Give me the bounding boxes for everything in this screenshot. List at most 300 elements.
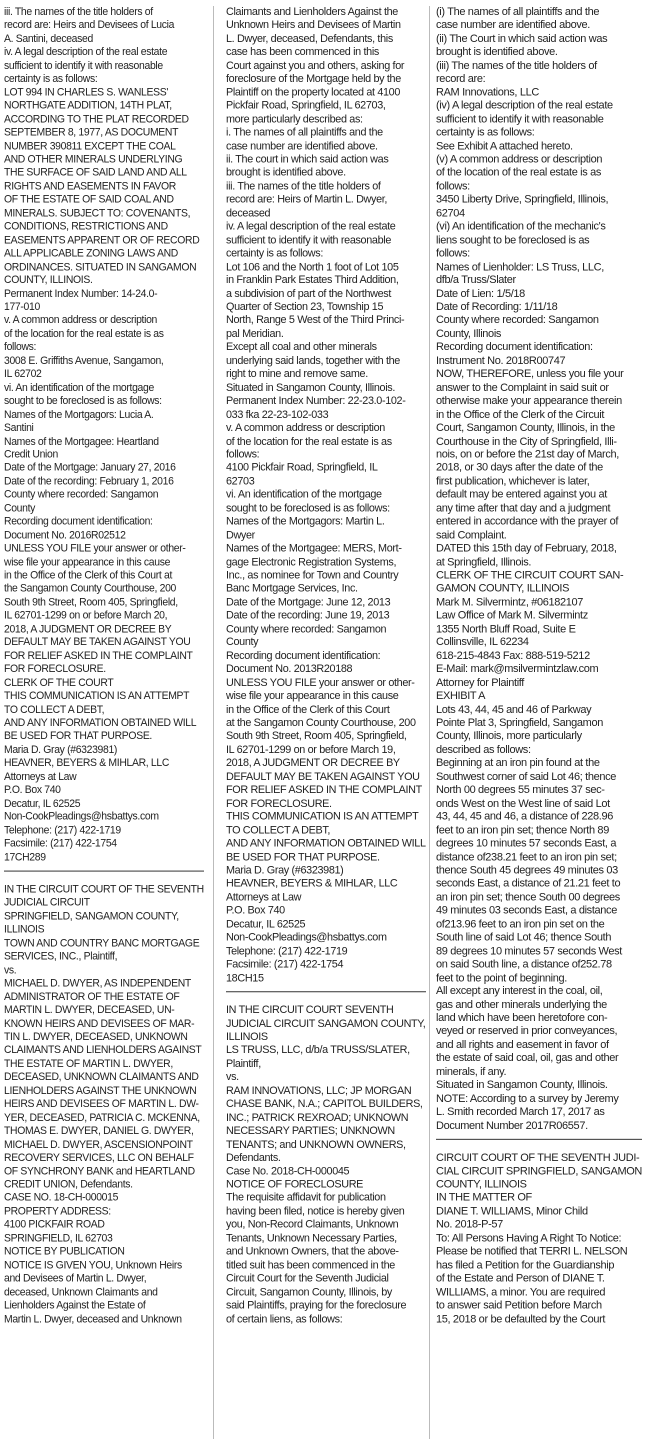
notice-line: County, Illinois <box>436 327 502 340</box>
notice-line: ALL APPLICABLE ZONING LAWS AND <box>4 247 178 260</box>
notice-line: vi. An identification of the mortgage <box>226 488 382 501</box>
notice-line: TIN L. DWYER, DECEASED, UNKNOWN <box>4 1031 188 1044</box>
notice-line: Names of the Mortgagors: Martin L. <box>226 515 385 528</box>
notice-line: the estate of said coal, oil, gas and other <box>436 1052 619 1065</box>
notice-line: JUDICIAL CIRCUIT SANGAMON COUNTY, <box>226 1017 426 1030</box>
notice-line: vi. An identification of the mortgage <box>4 381 154 394</box>
notice-line: an iron pin set; thence South 00 degrees <box>436 891 620 904</box>
notice-line: Maria D. Gray (#6323981) <box>226 864 344 877</box>
notice-line: answer to the Complaint in said suit or <box>436 381 609 394</box>
notice-line: Attorneys at Law <box>4 770 77 783</box>
notice-line: Attorneys at Law <box>226 891 302 904</box>
notice-line: has filed a Petition for the Guardianship <box>436 1259 615 1272</box>
notice-line: 18CH15 <box>226 971 264 984</box>
notice-line: GAMON COUNTY, ILLINOIS <box>436 582 570 595</box>
notice-line: brought is identified above. <box>226 166 346 179</box>
notice-line: 1355 North Bluff Road, Suite E <box>436 623 576 636</box>
notice-line: Names of the Mortgagee: MERS, Mort- <box>226 542 402 555</box>
notice-line: Date of Recording: 1/11/18 <box>436 301 558 314</box>
notice-line: follows: <box>436 180 470 193</box>
notice-line: first publication, whichever is later, <box>436 475 590 488</box>
notice-line: and all rights and easement in favor of <box>436 1039 609 1051</box>
notice-line: IN THE CIRCUIT COURT SEVENTH <box>226 1004 394 1017</box>
notice-line: wise file your appearance in this cause <box>4 556 171 569</box>
notice-line: NORTHGATE ADDITION, 14TH PLAT, <box>4 99 172 112</box>
notice-line: County, Illinois, more particularly <box>436 730 582 743</box>
notice-line: CASE NO. 18-CH-000015 <box>4 1192 119 1205</box>
notice-line: Case No. 2018-CH-000045 <box>226 1165 350 1178</box>
notice-line: Circuit, Sangamon County, Illinois, by <box>226 1286 392 1298</box>
notice-line: Decatur, IL 62525 <box>4 797 81 810</box>
notice-line: DEFAULT MAY BE TAKEN AGAINST YOU <box>226 770 420 783</box>
notice-line: of the location for the real estate is as <box>226 435 392 448</box>
notice-line: Non-CookPleadings@hsbattys.com <box>4 810 159 823</box>
notice-line: Law Office of Mark M. Silvermintz <box>436 609 588 622</box>
notice-line: feet to an iron pin set; thence North 89 <box>436 824 609 837</box>
notice-line: 89 degrees 10 minutes 57 seconds West <box>436 945 622 958</box>
notice-line: CLAIMANTS AND LIENHOLDERS AGAINST <box>4 1044 202 1057</box>
notice-line: Mark M. Silvermintz, #06182107 <box>436 596 584 609</box>
notice-line: deceased, Unknown Claimants and <box>4 1286 158 1298</box>
notice-line: of certain liens, as follows: <box>226 1312 343 1325</box>
notice-line: North, Range 5 West of the Third Princi- <box>226 314 405 327</box>
notice-line: iii. The names of the title holders of <box>4 6 153 18</box>
notice-line: ACCORDING TO THE PLAT RECORDED <box>4 113 189 126</box>
notice-line: sufficient to identify it with reasonable <box>226 234 391 247</box>
notice-line: TOWN AND COUNTRY BANC MORTGAGE <box>4 937 200 950</box>
notice-line: South line of said Lot 46; thence South <box>436 931 612 944</box>
notice-line: Document No. 2016R02512 <box>4 529 126 542</box>
notice-line: LIENHOLDERS AGAINST THE UNKNOWN <box>4 1084 197 1097</box>
notice-line: THOMAS E. DWYER, DANIEL G. DWYER, <box>4 1125 194 1137</box>
notice-line: Plaintiff, <box>226 1057 261 1070</box>
notice-line: RAM Innovations, LLC <box>436 86 539 99</box>
notice-line: DEFAULT MAY BE TAKEN AGAINST YOU <box>4 636 191 649</box>
notice-line: minerals, if any. <box>436 1065 507 1078</box>
notice-line: IL 62701-1299 on or before March 19, <box>226 743 396 756</box>
notice-line: Pickfair Road, Springfield, IL 62703, <box>226 99 386 112</box>
notice-line: on said South line, a distance of252.78 <box>436 958 612 971</box>
notice-line: Non-CookPleadings@hsbattys.com <box>226 931 387 944</box>
notice-line: Facsimile: (217) 422-1754 <box>4 837 117 850</box>
notice-line: EXHIBIT A <box>436 690 486 703</box>
notice-line: onds West on the West line of said Lot <box>436 797 610 810</box>
notice-line: IL 62702 <box>4 368 42 381</box>
notice-line: follows: <box>436 247 470 260</box>
notice-line: of213.96 feet to an iron pin set on the <box>436 918 605 931</box>
notice-line: 17CH289 <box>4 851 46 864</box>
notice-line: Attorney for Plaintiff <box>436 676 525 689</box>
notice-line: sufficient to identify it with reasonable <box>4 59 163 72</box>
notice-line: case has been commenced in this <box>226 46 379 59</box>
notice-line: to answer said Petition before March <box>436 1299 602 1312</box>
legal-notice-text <box>226 1004 426 1326</box>
notice-line: in the Office of the Clerk of this Court <box>226 703 390 716</box>
notice-line: County <box>226 636 259 649</box>
notice-line: All except any interest in the coal, oil, <box>436 985 603 998</box>
notice-line: of the Estate and Person of DIANE T. <box>436 1272 605 1285</box>
notice-line: Permanent Index Number: 22-23.0-102- <box>226 395 406 408</box>
notice-line: FOR FORECLOSURE. <box>4 663 106 676</box>
notice-line: ILLINOIS <box>226 1031 268 1044</box>
notice-line: NECESSARY PARTIES; UNKNOWN <box>226 1125 395 1137</box>
notice-line: ii. The court in which said action was <box>226 153 389 166</box>
notice-line: Lot 106 and the North 1 foot of Lot 105 <box>226 260 399 273</box>
notice-line: Inc., as nominee for Town and Country <box>226 569 399 582</box>
legal-notice-text <box>4 884 204 1327</box>
notice-line: certainty is as follows: <box>226 247 324 260</box>
notice-line: 43, 44, 45 and 46, a distance of 228.96 <box>436 810 613 823</box>
notice-line: COUNTY, ILLINOIS. <box>4 274 93 287</box>
notice-line: default may be entered against you at <box>436 488 607 501</box>
notice-line: Defendants. <box>226 1151 281 1164</box>
notice-line: LOT 994 IN CHARLES S. WANLESS' <box>4 86 168 99</box>
legal-notice-text <box>4 6 204 865</box>
notice-line: Claimants and Lienholders Against the <box>226 6 398 18</box>
notice-line: Please be notified that TERRI L. NELSON <box>436 1245 628 1258</box>
column-3 <box>436 6 642 1439</box>
notice-line: CONDITIONS, RESTRICTIONS AND <box>4 220 168 233</box>
notice-line: said Plaintiffs, praying for the foreclosure <box>226 1299 407 1312</box>
notice-line: L. Dwyer, deceased, Defendants, this <box>226 32 393 45</box>
notice-line: UNLESS YOU FILE your answer or other- <box>4 542 186 555</box>
notice-line: HEAVNER, BEYERS & MIHLAR, LLC <box>226 878 398 890</box>
notice-line: Tenants, Unknown Necessary Parties, <box>226 1232 397 1245</box>
notice-line: DIANE T. WILLIAMS, Minor Child <box>436 1205 588 1218</box>
notice-line: MARTIN L. DWYER, DECEASED, UN- <box>4 1004 175 1017</box>
notice-line: CREDIT UNION, Defendants. <box>4 1178 133 1191</box>
notice-line: record are: Heirs of Martin L. Dwyer, <box>226 193 388 206</box>
notice-line: PROPERTY ADDRESS: <box>4 1205 111 1218</box>
notice-line: Except all coal and other minerals <box>226 341 377 354</box>
notice-line: record are: Heirs and Devisees of Lucia <box>4 19 175 32</box>
notice-line: Court, Sangamon County, Illinois, in the <box>436 421 615 434</box>
notice-line: Date of the Mortgage: June 12, 2013 <box>226 596 391 609</box>
notice-line: No. 2018-P-57 <box>436 1218 503 1231</box>
notice-line: L. Smith recorded March 17, 2017 as <box>436 1106 605 1119</box>
notice-line: in the Office of the Clerk of the Circuit <box>436 408 605 421</box>
notice-line: (ii) The Court in which said action was <box>436 32 608 45</box>
notice-line: CHASE BANK, N.A.; CAPITOL BUILDERS, <box>226 1098 423 1111</box>
notice-line: RIGHTS AND EASEMENTS IN FAVOR <box>4 180 176 193</box>
notice-line: Maria D. Gray (#6323981) <box>4 743 118 756</box>
notice-line: AND ANY INFORMATION OBTAINED WILL <box>4 717 197 729</box>
notice-line: Telephone: (217) 422-1719 <box>4 824 121 837</box>
notice-line: RAM INNOVATIONS, LLC; JP MORGAN <box>226 1084 412 1097</box>
notice-line: of the location of the real estate is as <box>436 166 602 179</box>
notice-line: and Unknown Owners, that the above- <box>226 1245 399 1258</box>
notice-line: iii. The names of the title holders of <box>226 180 381 193</box>
notice-line: IN THE MATTER OF <box>436 1192 532 1205</box>
notice-line: 033 fka 22-23-102-033 <box>226 408 329 421</box>
notice-line: v. A common address or description <box>4 314 158 327</box>
notice-line: OF THE ESTATE OF SAID COAL AND <box>4 193 174 206</box>
notice-line: HEAVNER, BEYERS & MIHLAR, LLC <box>4 757 170 770</box>
notice-line: wise file your appearance in this cause <box>226 690 399 703</box>
notice-line: Pointe Plat 3, Springfield, Sangamon <box>436 717 604 729</box>
notice-line: A. Santini, deceased <box>4 32 93 45</box>
column-divider <box>429 6 430 1439</box>
notice-line: (iv) A legal description of the real estate <box>436 99 613 112</box>
notice-line: UNLESS YOU FILE your answer or other- <box>226 676 415 689</box>
notice-line: otherwise make your appearance therein <box>436 395 622 408</box>
notice-line: Document No. 2013R20188 <box>226 663 353 676</box>
notice-line: North 00 degrees 55 minutes 37 sec- <box>436 784 605 797</box>
notice-line: See Exhibit A attached hereto. <box>436 140 573 153</box>
column-1 <box>4 6 204 1439</box>
notice-line: Recording document identification: <box>226 649 381 662</box>
notice-line: YER, DECEASED, PATRICIA C. MCKENNA, <box>4 1111 200 1124</box>
notice-line: SPRINGFIELD, IL 62703 <box>4 1232 113 1245</box>
notice-line: P.O. Box 740 <box>4 784 61 797</box>
notice-line: Lienholders Against the Estate of <box>4 1299 146 1312</box>
notice-line: Quarter of Section 23, Township 15 <box>226 301 384 314</box>
notice-line: pal Meridian. <box>226 327 284 340</box>
notice-line: gage Electronic Registration Systems, <box>226 556 397 569</box>
notice-line: distance of238.21 feet to an iron pin set; <box>436 851 617 864</box>
notice-line: iv. A legal description of the real estate <box>226 220 396 233</box>
legal-notice-text <box>436 6 642 1133</box>
notice-line: 4100 Pickfair Road, Springfield, IL <box>226 462 378 475</box>
notice-line: 15, 2018 or be defaulted by the Court <box>436 1312 606 1325</box>
notice-line: Southwest corner of said Lot 46; thence <box>436 770 617 783</box>
notice-line: County where recorded: Sangamon <box>436 314 599 327</box>
notice-line: (iii) The names of the title holders of <box>436 59 597 72</box>
notice-line: (i) The names of all plaintiffs and the <box>436 6 600 18</box>
notice-line: EASEMENTS APPARENT OR OF RECORD <box>4 234 200 247</box>
notice-line: RECOVERY SERVICES, LLC ON BEHALF <box>4 1151 194 1164</box>
notice-line: DECEASED, UNKNOWN CLAIMANTS AND <box>4 1071 199 1084</box>
notice-line: OF SYNCHRONY BANK and HEARTLAND <box>4 1165 195 1178</box>
notice-line: 3008 E. Griffiths Avenue, Sangamon, <box>4 354 164 367</box>
notice-line: FOR RELIEF ASKED IN THE COMPLAINT <box>4 649 193 662</box>
legal-notice-text <box>436 1152 642 1326</box>
notice-line: 3450 Liberty Drive, Springfield, Illinois, <box>436 193 609 206</box>
notice-line: The requisite affidavit for publication <box>226 1192 386 1205</box>
notice-line: Names of the Mortgagors: Lucia A. <box>4 408 154 421</box>
notice-line: 49 minutes 03 seconds East, a distance <box>436 904 617 917</box>
notice-line: IN THE CIRCUIT COURT OF THE SEVENTH <box>4 883 204 896</box>
notice-line: certainty is as follows: <box>4 73 98 86</box>
notice-line: veyed or reserved in prior conveyances, <box>436 1025 618 1038</box>
notice-line: having been filed, notice is hereby given <box>226 1205 405 1218</box>
notice-line: ADMINISTRATOR OF THE ESTATE OF <box>4 990 180 1003</box>
notice-line: Date of the recording: February 1, 2016 <box>4 475 174 488</box>
notice-line: at Springfield, Illinois. <box>436 556 532 569</box>
notice-line: said Complaint. <box>436 529 507 542</box>
notice-line: NUMBER 390811 EXCEPT THE COAL <box>4 140 176 153</box>
notice-line: liens sought to be foreclosed is as <box>436 234 590 247</box>
notice-line: THIS COMMUNICATION IS AN ATTEMPT <box>226 810 419 823</box>
notice-line: follows: <box>226 448 260 461</box>
notice-line: right to mine and remove same. <box>226 368 368 381</box>
notice-line: MINERALS. SUBJECT TO: COVENANTS, <box>4 207 191 220</box>
notice-line: in the Office of the Clerk of this Court at <box>4 569 173 582</box>
notice-line: and Devisees of Martin L. Dwyer, <box>4 1272 147 1285</box>
notice-line: entered in accordance with the prayer of <box>436 515 619 528</box>
notice-line: Circuit Court for the Seventh Judicial <box>226 1272 389 1285</box>
notice-line: sufficient to identify it with reasonable <box>436 113 604 126</box>
notice-line: of the location for the real estate is as <box>4 327 164 340</box>
notice-line: at the Sangamon County Courthouse, 200 <box>226 717 416 729</box>
notice-line: certainty is as follows: <box>436 126 535 139</box>
notice-line: foreclosure of the Mortgage held by the <box>226 73 401 86</box>
notice-line: 2018, A JUDGMENT OR DECREE BY <box>4 623 172 636</box>
notice-line: Collinsville, IL 62234 <box>436 636 529 649</box>
notice-line: MICHAEL D. DWYER, ASCENSIONPOINT <box>4 1138 193 1151</box>
notice-line: seconds East, a distance of 21.21 feet to <box>436 878 621 890</box>
notice-line: NOW, THEREFORE, unless you file your <box>436 368 624 381</box>
notice-line: a subdivision of part of the Northwest <box>226 287 392 300</box>
notice-line: INC.; PATRICK REXROAD; UNKNOWN <box>226 1111 409 1124</box>
notice-line: v. A common address or description <box>226 421 385 434</box>
notice-line: THE ESTATE OF MARTIN L. DWYER, <box>4 1057 173 1070</box>
notice-line: more particularly described as: <box>226 113 363 126</box>
notice-separator-rule <box>436 1139 642 1140</box>
notice-line: feet to the point of beginning. <box>436 971 567 984</box>
notice-line: ORDINANCES. SITUATED IN SANGAMON <box>4 260 197 273</box>
notice-line: COUNTY, ILLINOIS <box>436 1178 527 1191</box>
notice-line: MICHAEL D. DWYER, AS INDEPENDENT <box>4 977 191 990</box>
notice-line: Beginning at an iron pin found at the <box>436 757 600 770</box>
notice-line: P.O. Box 740 <box>226 904 285 917</box>
notice-line: Facsimile: (217) 422-1754 <box>226 958 344 971</box>
notice-line: County where recorded: Sangamon <box>226 623 387 636</box>
notice-line: brought is identified above. <box>436 46 558 59</box>
notice-line: HEIRS AND DEVISEES OF MARTIN L. DW- <box>4 1098 199 1111</box>
notice-line: Credit Union <box>4 448 58 461</box>
notice-line: 2018, A JUDGMENT OR DECREE BY <box>226 757 400 770</box>
notice-line: degrees 10 minutes 57 seconds East, a <box>436 837 617 850</box>
notice-line: Unknown Heirs and Devisees of Martin <box>226 19 401 32</box>
notice-line: Names of Lienholder: LS Truss, LLC, <box>436 260 604 273</box>
notice-line: Names of the Mortgagee: Heartland <box>4 435 159 448</box>
notice-line: iv. A legal description of the real estate <box>4 46 168 59</box>
notice-line: Instrument No. 2018R00747 <box>436 354 566 367</box>
notice-line: E-Mail: mark@msilvermintzlaw.com <box>436 663 599 676</box>
notice-line: Banc Mortgage Services, Inc. <box>226 582 358 595</box>
notice-line: (vi) An identification of the mechanic's <box>436 220 606 233</box>
notice-line: CLERK OF THE COURT <box>4 676 114 689</box>
notice-line: South 9th Street, Room 405, Springfield, <box>4 596 178 609</box>
notice-line: TO COLLECT A DEBT, <box>4 703 105 716</box>
notice-line: vs. <box>226 1071 239 1084</box>
notice-line: record are: <box>436 73 486 86</box>
notice-line: TO COLLECT A DEBT, <box>226 824 331 837</box>
notice-line: WILLIAMS, a minor. You are required <box>436 1286 606 1298</box>
notice-line: Decatur, IL 62525 <box>226 918 306 931</box>
notice-line: County where recorded: Sangamon <box>4 488 159 501</box>
notice-line: SPRINGFIELD, SANGAMON COUNTY, <box>4 910 179 923</box>
notice-line: Date of the recording: June 19, 2013 <box>226 609 390 622</box>
notice-line: Date of the Mortgage: January 27, 2016 <box>4 462 176 475</box>
notice-line: 177-010 <box>4 301 40 314</box>
column-divider <box>213 6 214 1439</box>
notice-line: described as follows: <box>436 743 531 756</box>
notice-line: vs. <box>4 964 17 977</box>
column-2 <box>226 6 426 1439</box>
notice-line: gas and other minerals underlying the <box>436 998 607 1011</box>
notice-line: Situated in Sangamon County, Illinois. <box>226 381 396 394</box>
notice-separator-rule <box>4 871 204 872</box>
notice-line: sought to be foreclosed is as follows: <box>226 502 390 515</box>
notice-line: sought to be foreclosed is as follows: <box>4 395 162 408</box>
notice-line: the Sangamon County Courthouse, 200 <box>4 582 177 595</box>
notice-line: FOR RELIEF ASKED IN THE COMPLAINT <box>226 784 422 797</box>
notice-line: CIAL CIRCUIT SPRINGFIELD, SANGAMON <box>436 1165 643 1178</box>
notice-line: titled suit has been commenced in the <box>226 1259 395 1272</box>
notice-line: Dwyer <box>226 529 255 542</box>
notice-line: case number are identified above. <box>436 19 591 32</box>
notice-line: AND OTHER MINERALS UNDERLYING <box>4 153 183 166</box>
notice-line: Recording document identification: <box>436 341 593 354</box>
notice-line: LS TRUSS, LLC, d/b/a TRUSS/SLATER, <box>226 1044 410 1057</box>
notice-line: THE SURFACE OF SAID LAND AND ALL <box>4 166 187 179</box>
notice-line: 62704 <box>436 207 465 220</box>
notice-line: TENANTS; and UNKNOWN OWNERS, <box>226 1138 406 1151</box>
notice-line: Martin L. Dwyer, deceased and Unknown <box>4 1312 182 1325</box>
notice-line: NOTICE BY PUBLICATION <box>4 1245 125 1258</box>
notice-line: CIRCUIT COURT OF THE SEVENTH JUDI- <box>436 1151 640 1164</box>
notice-line: IL 62701-1299 on or before March 20, <box>4 609 168 622</box>
notice-line: JUDICIAL CIRCUIT <box>4 896 90 909</box>
notice-line: you, Non-Record Claimants, Unknown <box>226 1218 399 1231</box>
notice-line: thence South 45 degrees 49 minutes 03 <box>436 864 618 877</box>
notice-line: Plaintiff on the property located at 4100 <box>226 86 401 99</box>
notice-line: AND ANY INFORMATION OBTAINED WILL <box>226 837 426 850</box>
legal-notice-text <box>226 6 426 985</box>
notice-line: nois, on or before the 21st day of March, <box>436 448 619 461</box>
notice-line: BE USED FOR THAT PURPOSE. <box>4 730 153 743</box>
notice-line: Courthouse in the City of Springfield, Illi- <box>436 435 617 448</box>
notice-line: KNOWN HEIRS AND DEVISEES OF MAR- <box>4 1017 195 1030</box>
notice-line: Date of Lien: 1/5/18 <box>436 287 525 300</box>
notice-line: FOR FORECLOSURE. <box>226 797 332 810</box>
notice-line: Lots 43, 44, 45 and 46 of Parkway <box>436 703 592 716</box>
notice-line: i. The names of all plaintiffs and the <box>226 126 383 139</box>
notice-line: 618-215-4843 Fax: 888-519-5212 <box>436 649 590 662</box>
notice-line: follows: <box>4 341 37 354</box>
notice-line: NOTICE IS GIVEN YOU, Unknown Heirs <box>4 1259 182 1272</box>
notice-line: 4100 PICKFAIR ROAD <box>4 1218 105 1231</box>
notice-line: County <box>4 502 36 515</box>
notice-line: Recording document identification: <box>4 515 153 528</box>
notice-line: deceased <box>226 207 271 220</box>
notice-line: NOTICE OF FORECLOSURE <box>226 1178 364 1191</box>
notice-line: Document Number 2017R06557. <box>436 1119 588 1132</box>
notice-separator-rule <box>226 991 426 992</box>
notice-line: CLERK OF THE CIRCUIT COURT SAN- <box>436 569 624 582</box>
notice-line: Situated in Sangamon County, Illinois. <box>436 1079 608 1092</box>
notice-line: THIS COMMUNICATION IS AN ATTEMPT <box>4 690 190 703</box>
notice-line: NOTE: According to a survey by Jeremy <box>436 1092 619 1105</box>
notice-line: SERVICES, INC., Plaintiff, <box>4 950 118 963</box>
notice-line: ILLINOIS <box>4 923 45 936</box>
notice-line: underlying said lands, together with the <box>226 354 400 367</box>
notice-line: land which have been heretofore con- <box>436 1012 608 1025</box>
notice-line: Permanent Index Number: 14-24.0- <box>4 287 158 300</box>
notice-line: any time after that day and a judgment <box>436 502 611 515</box>
notice-line: (v) A common address or description <box>436 153 603 166</box>
notice-line: To: All Persons Having A Right To Notice: <box>436 1232 622 1245</box>
notice-line: case number are identified above. <box>226 140 378 153</box>
notice-line: Telephone: (217) 422-1719 <box>226 945 348 958</box>
notice-line: SEPTEMBER 8, 1977, AS DOCUMENT <box>4 126 179 139</box>
notice-line: Santini <box>4 421 34 434</box>
notice-line: 2018, or 30 days after the date of the <box>436 462 603 475</box>
notice-line: DATED this 15th day of February, 2018, <box>436 542 617 555</box>
notice-line: in Franklin Park Estates Third Addition, <box>226 274 399 287</box>
